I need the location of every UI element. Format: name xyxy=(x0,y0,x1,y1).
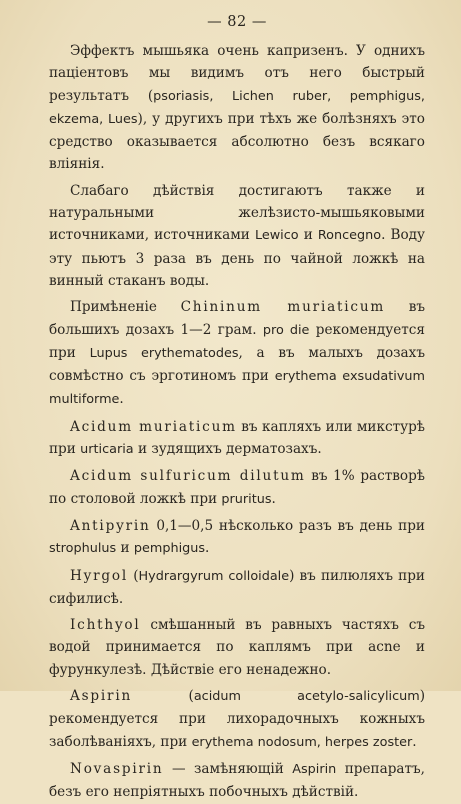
text-run: препаратъ, безъ его непрiятныхъ побочныхъ дѣйствiй. xyxy=(49,760,425,801)
paragraph xyxy=(49,465,425,511)
text-run: рекомендуется при xyxy=(49,321,425,361)
latin-term: psoriasis, Lichen ruber, pemphigus, ekzema, Lues xyxy=(49,88,425,127)
latin-term: Lupus erythematodes xyxy=(89,345,239,361)
latin-term: Aspirin xyxy=(292,761,337,777)
latin-term: Roncegno xyxy=(317,228,382,244)
latin-term: erythema exsudativum multiforme xyxy=(49,369,425,408)
latin-term: pro die xyxy=(262,322,310,338)
latin-term: strophulus xyxy=(49,541,117,557)
page-number: — 82 — xyxy=(207,14,267,30)
latin-term: urticaria xyxy=(80,442,134,458)
text-run: въ 1% растворѣ по столовой ложкѣ при xyxy=(49,468,425,507)
text-run: въ капляхъ или микстурѣ при xyxy=(49,418,425,458)
text-run: ( xyxy=(132,688,194,705)
paragraph xyxy=(49,614,425,681)
text-run: смѣшанный въ равныхъ частяхъ съ водой принимается по каплямъ при acne и фурункулезѣ. Дѣйствiе его ненадежно. xyxy=(49,617,425,678)
spaced-term: Acidum muriaticum xyxy=(70,418,237,435)
text-run: Примѣненiе xyxy=(70,299,181,316)
text-run: и xyxy=(298,227,318,244)
text-run: и зудящихъ дерматозахъ. xyxy=(133,441,322,458)
text-run: . xyxy=(205,540,210,557)
text-run: . xyxy=(119,391,124,408)
text-run: 0,1—0,5 нѣсколько разъ въ день при xyxy=(150,517,425,534)
text-run: . Воду эту пьютъ 3 раза въ день по чайной ложкѣ на винный стаканъ воды. xyxy=(49,227,426,289)
latin-term: Lewico xyxy=(254,228,299,244)
spaced-term: Hyrgol xyxy=(70,567,129,584)
latin-term: pruritus xyxy=(221,491,272,507)
text-run: Эффектъ мышьяка очень капризенъ. У однихъ пацiентовъ мы видимъ отъ него быстрый результатъ ( xyxy=(49,43,425,104)
paragraph xyxy=(49,40,425,176)
text-run: и xyxy=(116,540,134,557)
paragraph xyxy=(49,515,425,561)
paragraph xyxy=(49,296,425,411)
text-run: , а въ малыхъ дозахъ совмѣстно съ эрготиномъ при xyxy=(49,344,425,385)
paragraph xyxy=(49,416,425,462)
latin-term: pemphigus xyxy=(133,541,206,557)
spaced-term: Aspirin xyxy=(70,688,133,705)
latin-term: erythema nodosum, herpes zoster xyxy=(191,734,413,750)
paragraph xyxy=(49,180,425,292)
text-run: въ большихъ дозахъ 1—2 грам. xyxy=(49,299,425,338)
latin-term: acidum acetylo-salicylicum xyxy=(193,689,420,705)
text-run: Слабаго дѣйствiя достигаютъ также и натуральными желѣзисто-мышьяковыми источниками, источниками xyxy=(49,182,425,244)
paragraph xyxy=(49,565,425,611)
text-run: — замѣняющiй xyxy=(163,760,293,777)
text-run: ) рекомендуется при лихорадочныхъ кожныхъ заболѣванiяхъ, при xyxy=(49,688,425,750)
spaced-term: Ichthyol xyxy=(70,617,141,634)
text-run: . xyxy=(412,733,417,750)
spaced-term: Antipyrin xyxy=(70,517,151,534)
spaced-term: Acidum sulfuricum dilutum xyxy=(70,468,306,485)
text-run: . xyxy=(271,490,276,507)
paragraph xyxy=(49,685,425,754)
text-run: ( xyxy=(128,567,139,584)
spaced-term: Novaspirin xyxy=(70,760,164,777)
spaced-term: Chininum muriaticum xyxy=(180,299,386,316)
latin-term: Hydrargyrum colloidale xyxy=(138,568,290,584)
text-run: ) въ пилюляхъ при сифилисѣ. xyxy=(49,567,425,607)
paragraph xyxy=(49,758,425,804)
text-run: ), у другихъ при тѣхъ же болѣзняхъ это средство оказывается абсолютно безъ всякаго влiянiя. xyxy=(49,110,425,173)
body-text xyxy=(49,40,425,804)
